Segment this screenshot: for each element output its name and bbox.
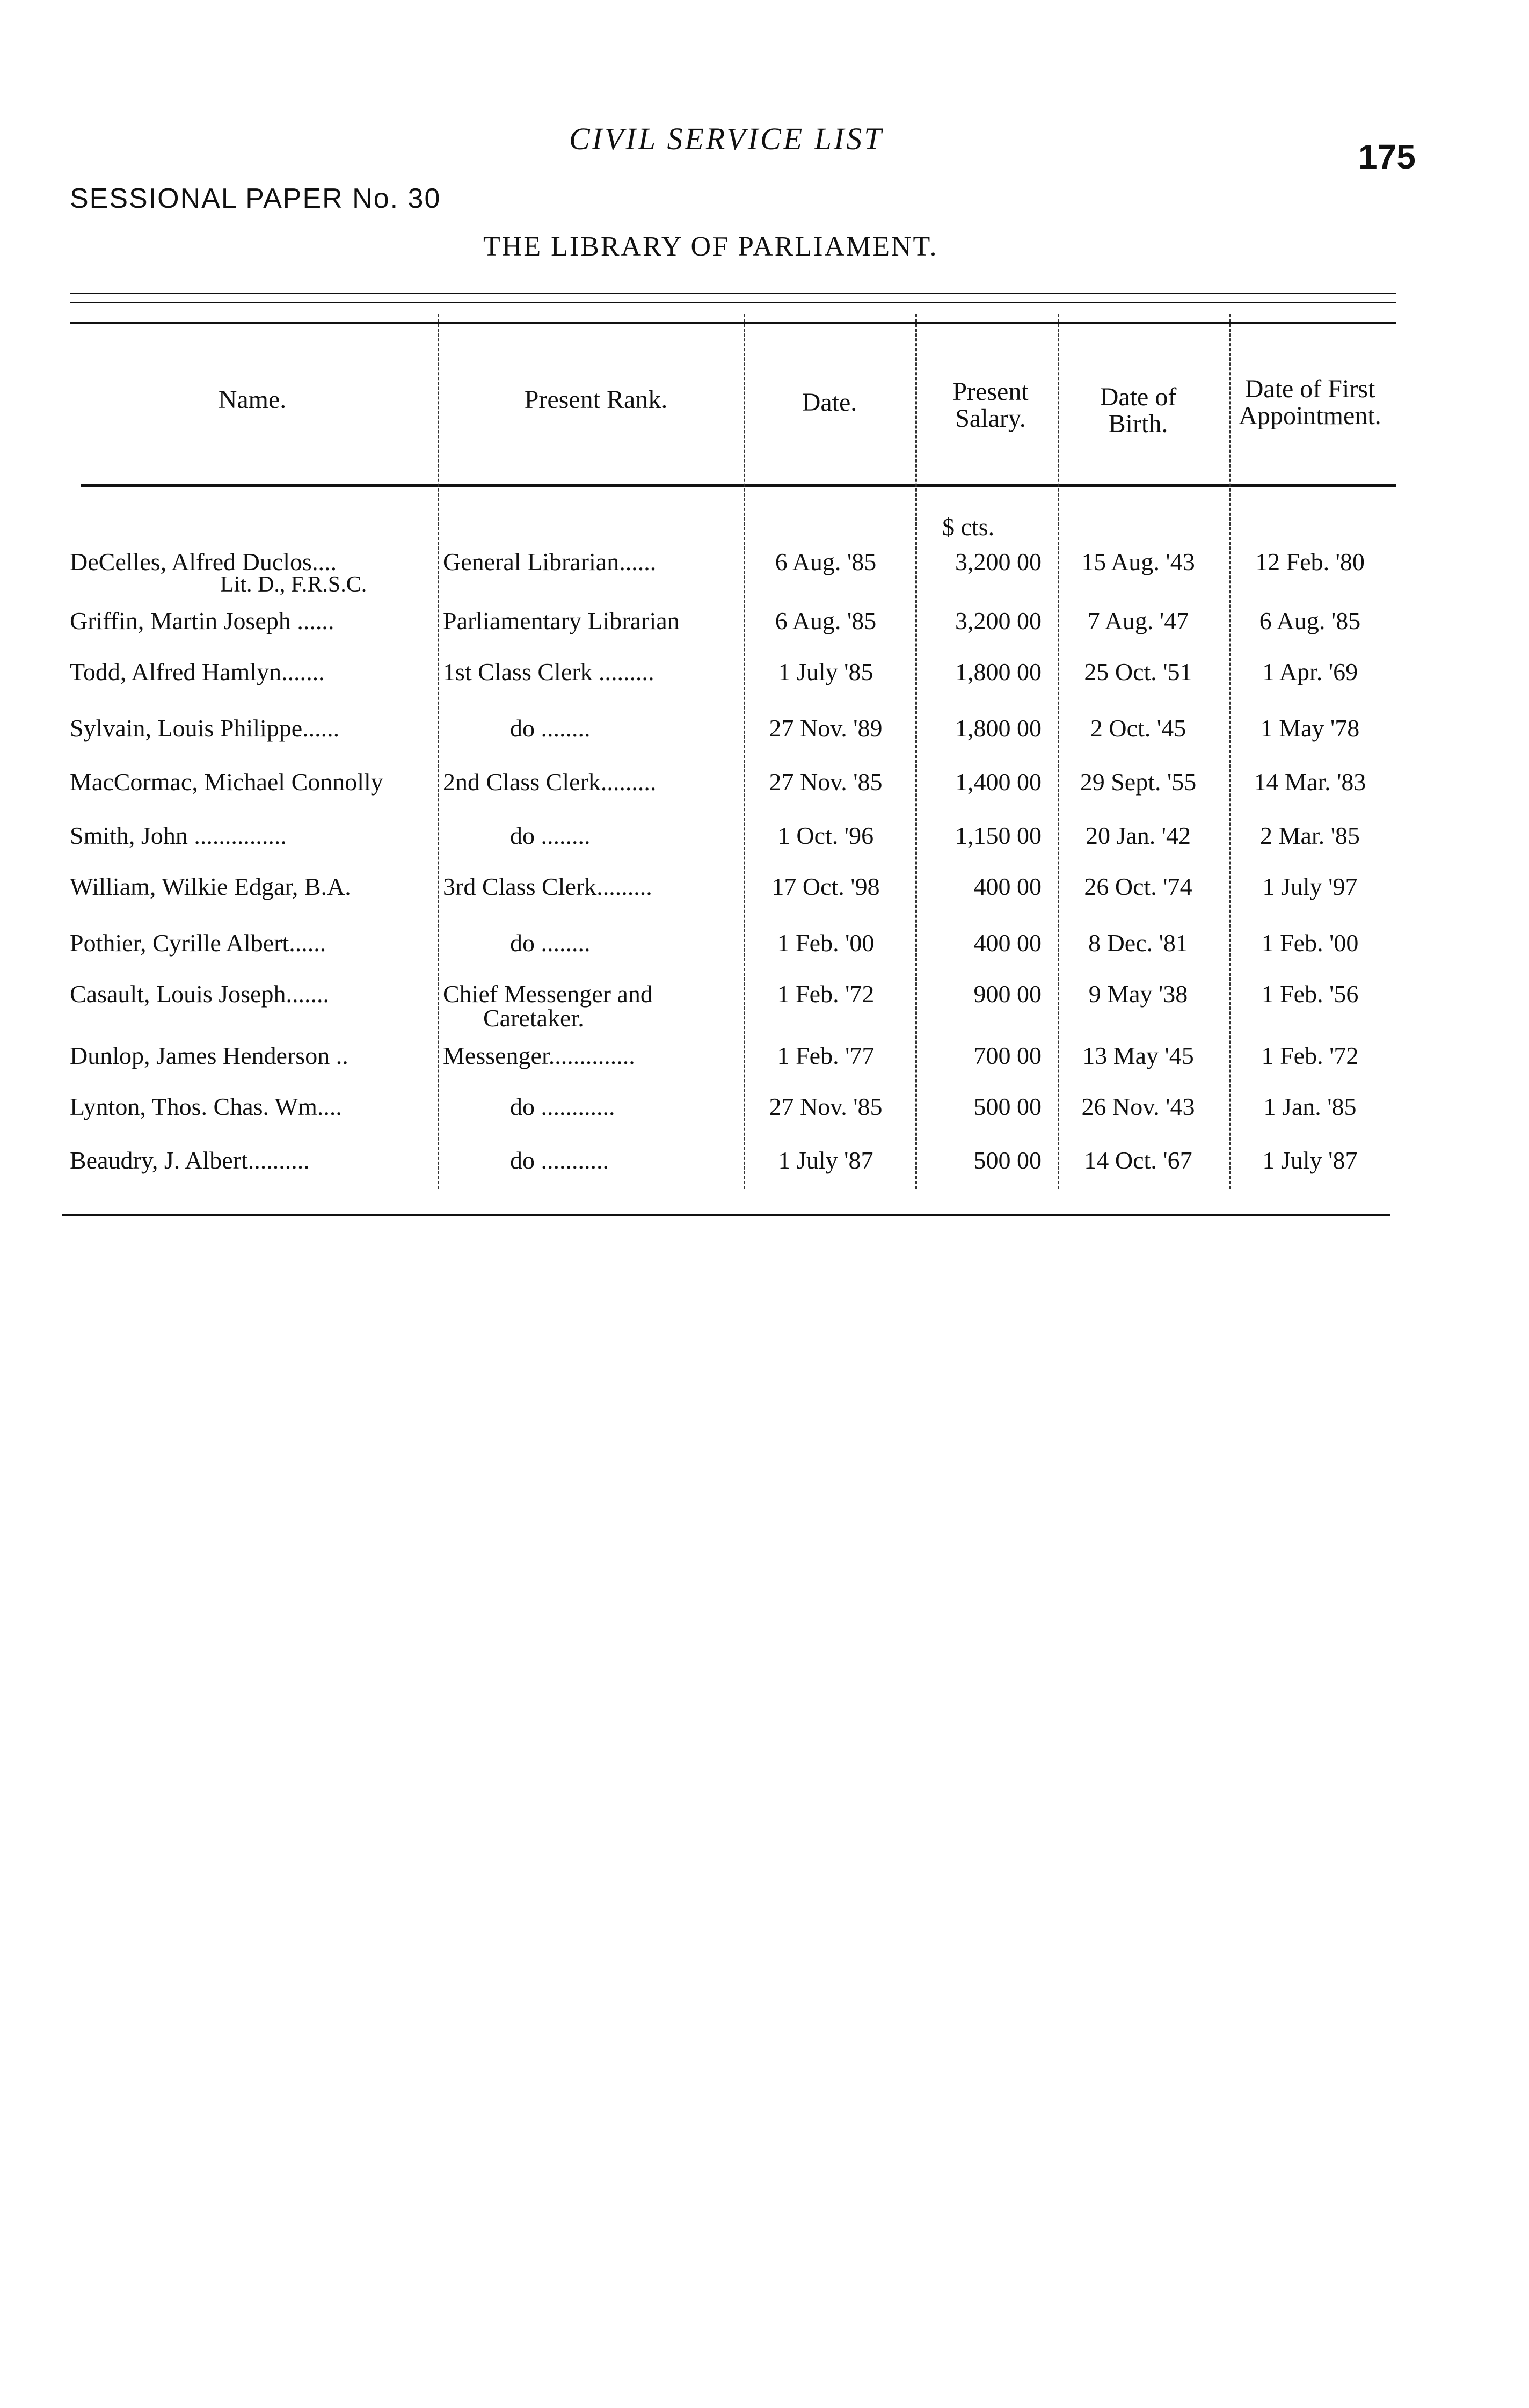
table-cell-name: Lynton, Thos. Chas. Wm.... <box>70 1093 342 1120</box>
table-cell-rank: do ........ <box>510 822 591 849</box>
table-cell-birth: 29 Sept. '55 <box>1080 768 1197 796</box>
table-cell-rank: Chief Messenger and <box>443 980 653 1008</box>
salary-units: $ cts. <box>942 513 995 541</box>
table-cell-rank: 1st Class Clerk ......... <box>443 658 654 685</box>
table-cell-date: 27 Nov. '85 <box>769 768 883 796</box>
column-header-rank: Present Rank. <box>524 385 668 414</box>
page-number: 175 <box>1358 137 1416 176</box>
table-cell-date: 17 Oct. '98 <box>771 873 880 900</box>
running-head: CIVIL SERVICE LIST <box>569 121 884 156</box>
table-cell-name: MacCormac, Michael Connolly <box>70 768 383 796</box>
table-cell-first-appointment: 6 Aug. '85 <box>1259 607 1361 634</box>
top-rule <box>70 293 1396 294</box>
table-cell-birth: 7 Aug. '47 <box>1087 607 1189 634</box>
column-header-date: Date. <box>802 388 857 417</box>
table-cell-date: 1 July '87 <box>778 1147 873 1174</box>
table-cell-name: Dunlop, James Henderson .. <box>70 1042 348 1069</box>
table-cell-birth: 26 Oct. '74 <box>1084 873 1192 900</box>
table-cell-rank: 2nd Class Clerk......... <box>443 768 657 796</box>
table-cell-rank: Parliamentary Librarian <box>443 607 680 634</box>
table-cell-date: 27 Nov. '85 <box>769 1093 883 1120</box>
table-cell-birth: 8 Dec. '81 <box>1088 929 1188 957</box>
table-cell-rank-line2: Caretaker. <box>483 1004 584 1032</box>
table-cell-name: Sylvain, Louis Philippe...... <box>70 714 340 742</box>
table-cell-salary: 400 00 <box>973 873 1042 900</box>
table-cell-first-appointment: 1 Feb. '56 <box>1261 980 1359 1008</box>
table-cell-name: Pothier, Cyrille Albert...... <box>70 929 326 957</box>
table-cell-first-appointment: 2 Mar. '85 <box>1260 822 1360 849</box>
table-cell-name: Todd, Alfred Hamlyn....... <box>70 658 325 685</box>
table-cell-date: 27 Nov. '89 <box>769 714 883 742</box>
table-cell-birth: 2 Oct. '45 <box>1090 714 1186 742</box>
table-cell-salary: 500 00 <box>973 1147 1042 1174</box>
header-rule <box>70 322 1396 324</box>
table-cell-first-appointment: 12 Feb. '80 <box>1255 548 1365 575</box>
table-cell-date: 6 Aug. '85 <box>775 607 877 634</box>
table-cell-birth: 15 Aug. '43 <box>1081 548 1195 575</box>
table-cell-salary: 1,800 00 <box>955 714 1042 742</box>
bottom-rule <box>62 1214 1390 1216</box>
table-cell-first-appointment: 1 July '87 <box>1262 1147 1358 1174</box>
table-cell-first-appointment: 1 July '97 <box>1262 873 1358 900</box>
table-cell-first-appointment: 1 Apr. '69 <box>1262 658 1358 685</box>
table-cell-birth: 9 May '38 <box>1088 980 1188 1008</box>
table-cell-date: 1 Feb. '72 <box>777 980 875 1008</box>
table-cell-name: Beaudry, J. Albert.......... <box>70 1147 310 1174</box>
table-cell-birth: 25 Oct. '51 <box>1084 658 1192 685</box>
table-cell-salary: 900 00 <box>973 980 1042 1008</box>
table-cell-rank: do ........... <box>510 1147 609 1174</box>
table-cell-first-appointment: 14 Mar. '83 <box>1254 768 1366 796</box>
table-cell-name: Griffin, Martin Joseph ...... <box>70 607 334 634</box>
table-cell-name: Smith, John ............... <box>70 822 287 849</box>
table-cell-birth: 20 Jan. '42 <box>1085 822 1191 849</box>
table-cell-salary: 1,800 00 <box>955 658 1042 685</box>
table-cell-salary: 3,200 00 <box>955 607 1042 634</box>
column-header-rule <box>81 484 1396 487</box>
column-header-salary: Present Salary. <box>952 377 1029 433</box>
table-cell-birth: 26 Nov. '43 <box>1081 1093 1195 1120</box>
table-cell-birth: 14 Oct. '67 <box>1084 1147 1192 1174</box>
top-rule-2 <box>70 302 1396 303</box>
table-cell-rank: 3rd Class Clerk......... <box>443 873 652 900</box>
table-cell-name: Casault, Louis Joseph....... <box>70 980 329 1008</box>
table-cell-date: 1 Feb. '77 <box>777 1042 875 1069</box>
table-cell-rank: do ........ <box>510 929 591 957</box>
table-cell-date: 1 July '85 <box>778 658 873 685</box>
table-cell-date: 1 Oct. '96 <box>777 822 874 849</box>
table-cell-first-appointment: 1 Feb. '72 <box>1261 1042 1359 1069</box>
table-cell-salary: 1,150 00 <box>955 822 1042 849</box>
column-divider <box>438 314 439 1189</box>
section-title: THE LIBRARY OF PARLIAMENT. <box>483 231 938 262</box>
table-cell-rank: Messenger.............. <box>443 1042 635 1069</box>
session-paper-label: SESSIONAL PAPER No. 30 <box>70 183 441 214</box>
column-header-birth: Date of Birth. <box>1100 383 1177 439</box>
column-header-first-appointment: Date of First Appointment. <box>1239 375 1381 430</box>
table-cell-date: 1 Feb. '00 <box>777 929 875 957</box>
table-cell-name: William, Wilkie Edgar, B.A. <box>70 873 351 900</box>
table-cell-first-appointment: 1 Feb. '00 <box>1261 929 1359 957</box>
table-cell-salary: 400 00 <box>973 929 1042 957</box>
table-cell-salary: 1,400 00 <box>955 768 1042 796</box>
table-cell-birth: 13 May '45 <box>1082 1042 1194 1069</box>
table-cell-rank: do ............ <box>510 1093 615 1120</box>
table-cell-first-appointment: 1 May '78 <box>1260 714 1360 742</box>
table-cell-first-appointment: 1 Jan. '85 <box>1263 1093 1357 1120</box>
table-cell-date: 6 Aug. '85 <box>775 548 877 575</box>
column-header-name: Name. <box>218 385 287 414</box>
table-cell-salary: 3,200 00 <box>955 548 1042 575</box>
table-cell-name-line2: Lit. D., F.R.S.C. <box>220 572 367 597</box>
table-cell-name: DeCelles, Alfred Duclos.... <box>70 548 337 575</box>
table-cell-salary: 500 00 <box>973 1093 1042 1120</box>
table-cell-salary: 700 00 <box>973 1042 1042 1069</box>
table-cell-rank: do ........ <box>510 714 591 742</box>
table-cell-rank: General Librarian...... <box>443 548 657 575</box>
